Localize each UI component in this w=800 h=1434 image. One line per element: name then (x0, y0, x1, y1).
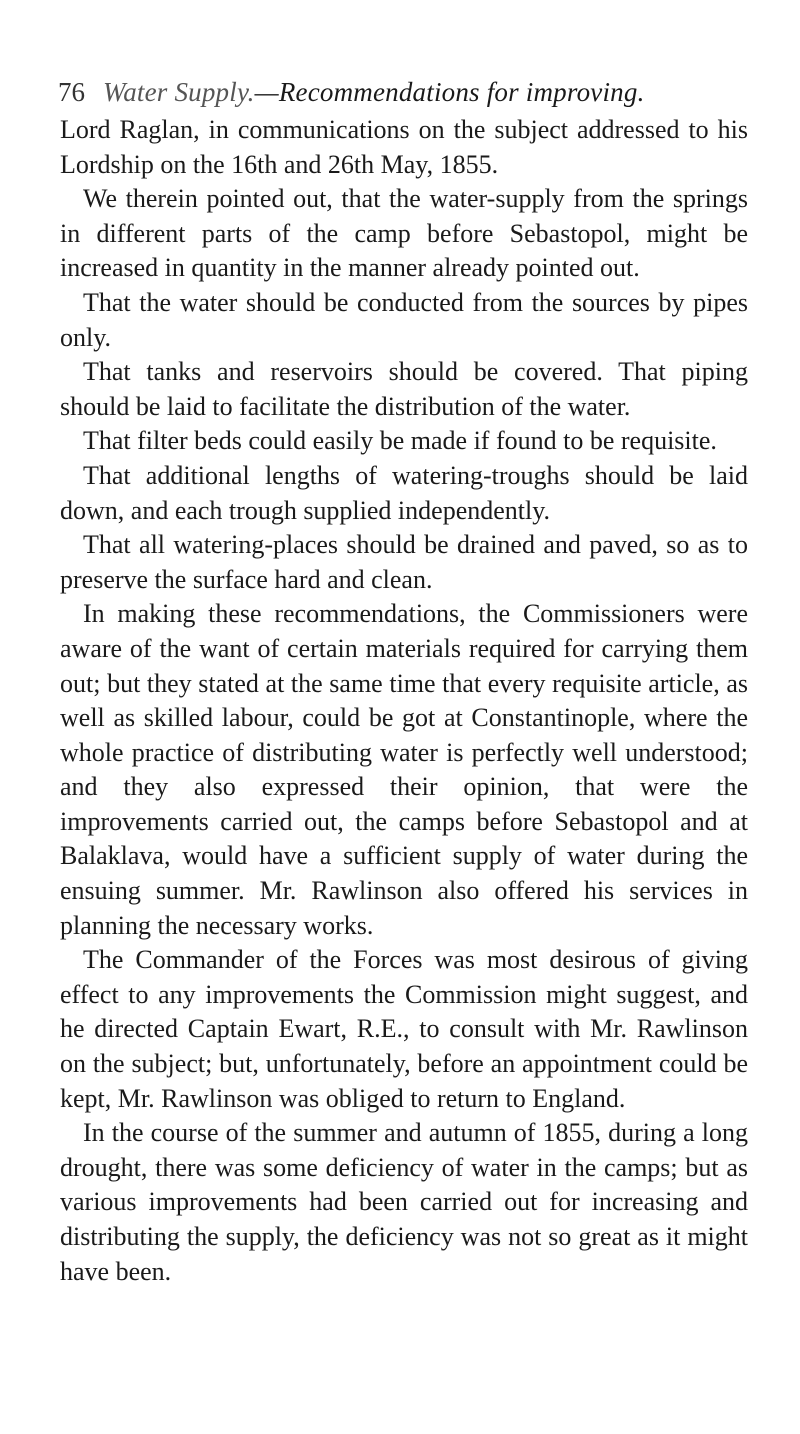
paragraph: In the course of the summer and autumn of 1855, during a long drought, there was some deficiency of water in the camps; but as various improvements had been carried out for increasing and distributing the supply, the deficiency was not so great as it might have been. (60, 1118, 748, 1286)
body-text (60, 113, 748, 1289)
running-head (58, 74, 748, 110)
running-title-main: Water Supply. (103, 77, 255, 107)
paragraph: That all watering-places should be drained and paved, so as to preserve the surface hard and clean. (60, 530, 748, 594)
paragraph: That additional lengths of watering-troughs should be laid down, and each trough supplied independently. (60, 460, 748, 525)
paragraph: That filter beds could easily be made if found to be requisite. (83, 426, 717, 456)
paragraph: That tanks and reservoirs should be covered. That piping should be laid to facilitate the distribution of the water. (60, 357, 748, 421)
paragraph: Lord Raglan, in communications on the subject addressed to his Lordship on the 16th and 26th May, 1855. (60, 115, 748, 179)
paragraph: We therein pointed out, that the water-supply from the springs in different parts of the camp before Sebastopol, might be increased in quantity in the manner already pointed out. (60, 184, 748, 283)
running-title-sub: —Recommendations for improving. (254, 77, 645, 107)
paragraph: In making these recommendations, the Commissioners were aware of the want of certain materials required for carrying them out; but they stated at the same time that every requisite article, as well as skilled labour, could be got at Constantinople, where the whole practice of distributing water is perfectly well understood; and they also expressed their opinion, that were the improvements carried out, the camps before Sebastopol and at Balaklava, would have a sufficient supply of water during the ensuing summer. Mr. Rawlinson also offered his services in planning the necessary works. (60, 599, 748, 940)
paragraph: That the water should be conducted from the sources by pipes only. (60, 287, 748, 352)
page-number: 76 (58, 77, 85, 107)
paragraph: The Commander of the Forces was most desirous of giving effect to any improvements the Commission might suggest, and he directed Captain Ewart, R.E., to consult with Mr. Rawlinson on the subject; but, unfortunately, before an appointment could be kept, Mr. Rawlinson was obliged to return to England. (60, 945, 748, 1113)
running-title (103, 77, 645, 107)
